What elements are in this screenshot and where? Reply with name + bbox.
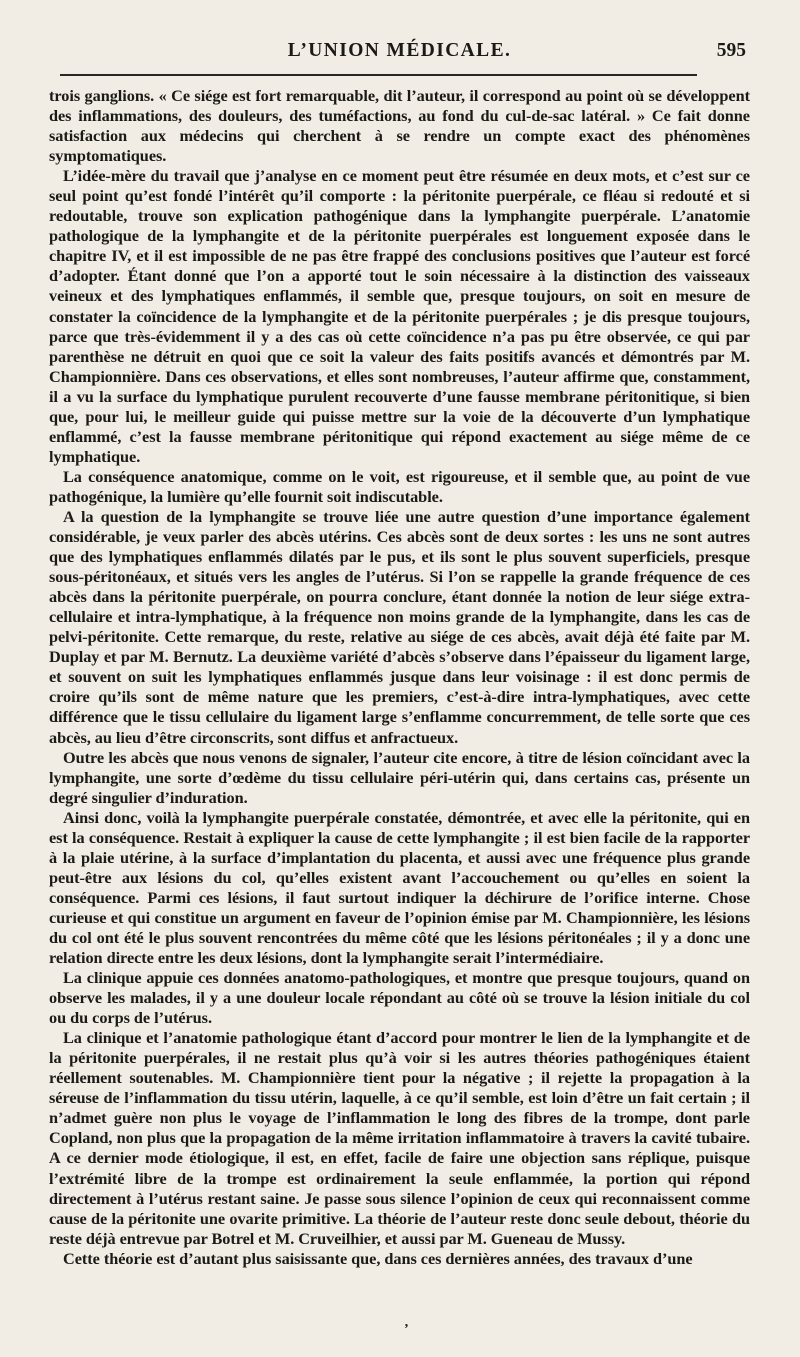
paragraph-3: La conséquence anatomique, comme on le voit, est rigoureuse, et il semble que, au point de vue pathogénique, la lumière qu’elle fournit soit indiscutable. — [49, 466, 750, 506]
paragraph-4: A la question de la lymphangite se trouve liée une autre question d’une importance également considérable, je veux parler des abcès utérins. Ces abcès sont de deux sortes : les uns ne sont autres que des lymphatiques enflammés dilatés par le pus, et ils sont le plus souvent superficiels, presque sous-péritonéaux, et situés vers les angles de l’utérus. Si l’on se rappelle la grande fréquence de ces abcès dans la péritonite puerpérale, on pourra conclure, étant donnée la notion de leur siége extra-cellulaire et intra-lymphatique, à la fréquence non moins grande de la lymphangite, dans les cas de pelvi-péritonite. Cette remarque, du reste, relative au siége de ces abcès, avait déjà été faite par M. Duplay et par M. Bernutz. La deuxième variété d’abcès s’observe dans l’épaisseur du ligament large, et souvent on suit les lymphatiques enflammés jusque dans leur voisinage : il est donc permis de croire qu’ils sont de même nature que les premiers, c’est-à-dire intra-lymphatiques, avec cette différence que le tissu cellulaire du ligament large s’enflamme concurremment, de telle sorte que ces abcès, au lieu d’être circonscrits, sont diffus et anfractueux. — [49, 506, 750, 747]
running-title: L’UNION MÉDICALE. — [287, 40, 512, 61]
paragraph-9: Cette théorie est d’autant plus saisissante que, dans ces dernières années, des travaux d’une — [63, 1248, 693, 1268]
paragraph-7: La clinique appuie ces données anatomo-pathologiques, et montre que presque toujours, quand on observe les malades, il y a une douleur locale répondant au côté où se trouve la lésion initiale du col ou du corps de l’utérus. — [49, 968, 750, 1028]
article-body — [49, 86, 750, 1269]
running-head — [49, 38, 750, 64]
paragraph-5: Outre les abcès que nous venons de signaler, l’auteur cite encore, à titre de lésion coïncidant avec la lymphangite, une sorte d’œdème du tissu cellulaire péri-utérin qui, dans certains cas, présente un degré singulier d’induration. — [49, 747, 750, 807]
paragraph-2: L’idée-mère du travail que j’analyse en ce moment peut être résumée en deux mots, et c’est sur ce seul point qu’est fondé l’intérêt qu’il comporte : la péritonite puerpérale, ce fléau si redouté et si redoutable, trouve son explication pathogénique dans la lymphangite puerpérale. L’anatomie pathologique de la lymphangite et de la péritonite puerpérales est longuement exposée dans le chapitre IV, et il est impossible de ne pas être frappé des conclusions positives que l’auteur est forcé d’adopter. Étant donné que l’on a apporté tout le soin nécessaire à la distinction des vaisseaux veineux et des lymphatiques enflammés, il semble que, presque toujours, on soit en mesure de constater la coïncidence de la lymphangite et de la péritonite puerpérales ; je dis presque toujours, parce que très-évidemment il y a des cas où cette coïncidence n’a pas pu être observée, ce qui par parenthèse ne détruit en quoi que ce soit la valeur des faits positifs avancés et démontrés par M. Championnière. Dans ces observations, et elles sont nombreuses, l’auteur affirme que, constamment, il a vu la surface du lymphatique purulent recouverte d’une fausse membrane péritonitique, si bien que, pour lui, le meilleur guide qui puisse mettre sur la voie de la découverte d’un lymphatique enflammé, c’est la fausse membrane péritonitique qui répond exactement au siége même de ce lymphatique. — [49, 166, 750, 466]
page-number: 595 — [716, 40, 746, 61]
paragraph-1: trois ganglions. « Ce siége est fort remarquable, dit l’auteur, il correspond au point où se développent des inflammations, des douleurs, des tuméfactions, au fond du cul-de-sac latéral. » Ce fait donne satisfaction aux médecins qui cherchent à se rendre un compte exact des phénomènes symptomatiques. — [49, 86, 750, 166]
header-rule — [60, 74, 697, 76]
paragraph-6: Ainsi donc, voilà la lymphangite puerpérale constatée, démontrée, et avec elle la péritonite, qui en est la conséquence. Restait à expliquer la cause de cette lymphangite ; il est bien facile de la rapporter à la plaie utérine, à la surface d’implantation du placenta, et aussi avec une fréquence plus grande peut-être aux lésions du col, qu’elles existent avant l’accouchement ou qu’elles en soient la conséquence. Parmi ces lésions, il faut surtout indiquer la déchirure de l’orifice interne. Chose curieuse et qui constitue un argument en faveur de l’opinion émise par M. Championnière, les lésions du col ont été le plus souvent rencontrées du même côté que les lésions péritonéales ; il y a donc une relation directe entre les deux lésions, dont la lymphangite serait l’intermédiaire. — [49, 807, 750, 968]
paragraph-8: La clinique et l’anatomie pathologique étant d’accord pour montrer le lien de la lymphangite et de la péritonite puerpérales, il ne restait plus qu’à voir si les autres théories pathogéniques étaient réellement soutenables. M. Championnière tient pour la négative ; il rejette la propagation à la séreuse de l’inflammation du tissu utérin, laquelle, à ce qu’il semble, est loin d’être un fait certain ; il n’admet guère non plus le voyage de l’inflammation le long des fibres de la trompe, dont parle Copland, non plus que la propagation de la même irritation inflammatoire à travers la cavité tubaire. A ce dernier mode étiologique, il est, en effet, facile de faire une objection sans réplique, puisque l’extrémité libre de la trompe est ordinairement la seule enflammée, la portion qui répond directement à l’utérus restant saine. Je passe sous silence l’opinion de ceux qui reconnaissent comme cause de la péritonite une ovarite primitive. La théorie de l’auteur reste donc seule debout, théorie du reste déjà entrevue par Botrel et M. Cruveilhier, et aussi par M. Gueneau de Mussy. — [49, 1028, 750, 1248]
footer-mark: ’ — [404, 1322, 409, 1337]
